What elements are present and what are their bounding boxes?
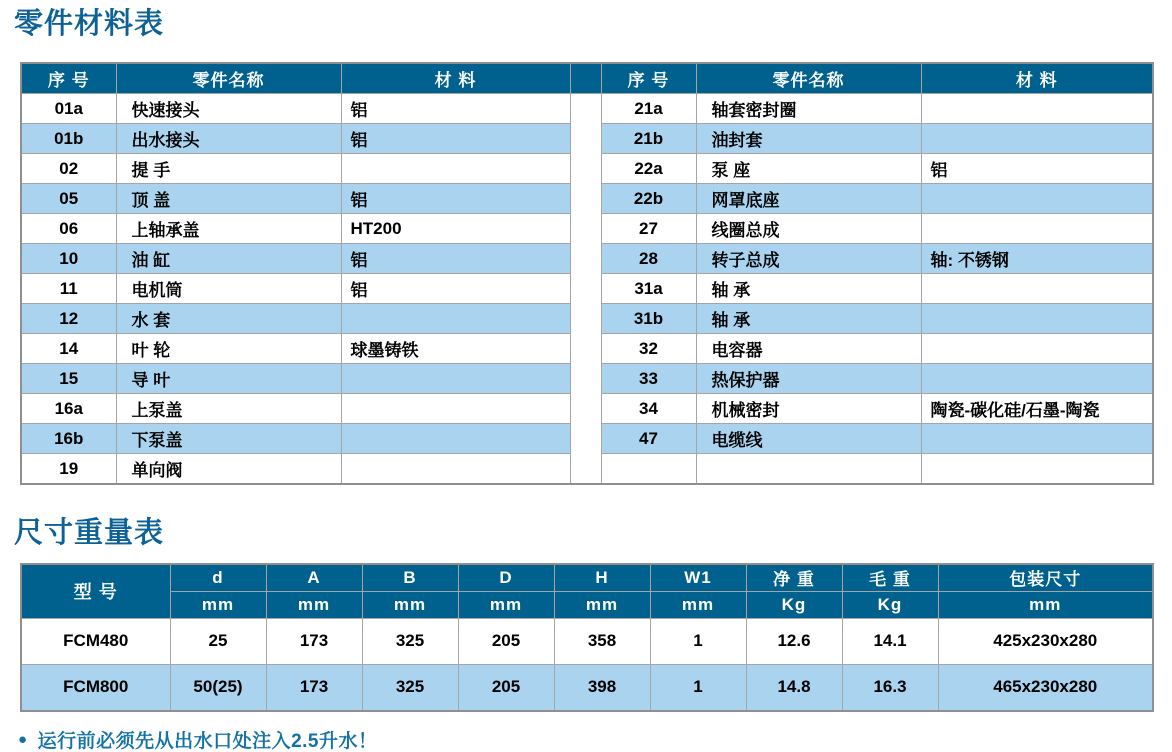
cell-name: 油封套 bbox=[696, 124, 921, 154]
cell-name: 轴 承 bbox=[696, 274, 921, 304]
unit-a: mm bbox=[266, 591, 362, 618]
header-spacer bbox=[570, 63, 601, 94]
cell-dd: 205 bbox=[458, 618, 554, 664]
cell-name bbox=[696, 454, 921, 485]
cell-material bbox=[341, 154, 570, 184]
cell-gross-weight: 16.3 bbox=[842, 664, 938, 711]
cell-name: 泵 座 bbox=[696, 154, 921, 184]
cell-no: 47 bbox=[601, 424, 696, 454]
cell-name: 热保护器 bbox=[696, 364, 921, 394]
cell-no: 01b bbox=[21, 124, 116, 154]
cell-no: 28 bbox=[601, 244, 696, 274]
cell-no: 19 bbox=[21, 454, 116, 485]
header-model: 型 号 bbox=[21, 564, 170, 619]
cell-no: 15 bbox=[21, 364, 116, 394]
cell-name: 水 套 bbox=[116, 304, 341, 334]
cell-material: 铝 bbox=[341, 244, 570, 274]
header-row bbox=[21, 63, 1153, 94]
cell-name: 机械密封 bbox=[696, 394, 921, 424]
cell-a: 173 bbox=[266, 618, 362, 664]
cell-material bbox=[921, 214, 1153, 244]
unit-h: mm bbox=[554, 591, 650, 618]
cell-name: 导 叶 bbox=[116, 364, 341, 394]
cell-material: HT200 bbox=[341, 214, 570, 244]
dimensions-weight-table bbox=[20, 563, 1154, 712]
cell-material bbox=[921, 274, 1153, 304]
spacer-column bbox=[570, 94, 601, 485]
cell-no: 27 bbox=[601, 214, 696, 244]
header-d: d bbox=[170, 564, 266, 592]
cell-no: 33 bbox=[601, 364, 696, 394]
parts-table-header bbox=[21, 63, 1153, 94]
cell-package-size: 465x230x280 bbox=[938, 664, 1153, 711]
cell-no: 02 bbox=[21, 154, 116, 184]
unit-w1: mm bbox=[650, 591, 746, 618]
table-row bbox=[21, 94, 1153, 124]
cell-material bbox=[341, 394, 570, 424]
header-name-left: 零件名称 bbox=[116, 63, 341, 94]
cell-no: 05 bbox=[21, 184, 116, 214]
cell-no: 31b bbox=[601, 304, 696, 334]
cell-material bbox=[921, 124, 1153, 154]
cell-material: 陶瓷-碳化硅/石墨-陶瓷 bbox=[921, 394, 1153, 424]
cell-b: 325 bbox=[362, 618, 458, 664]
cell-name: 转子总成 bbox=[696, 244, 921, 274]
cell-name: 上轴承盖 bbox=[116, 214, 341, 244]
cell-name: 叶 轮 bbox=[116, 334, 341, 364]
cell-h: 398 bbox=[554, 664, 650, 711]
cell-material bbox=[921, 334, 1153, 364]
unit-gross-weight: Kg bbox=[842, 591, 938, 618]
cell-net-weight: 14.8 bbox=[746, 664, 842, 711]
cell-no: 31a bbox=[601, 274, 696, 304]
parts-table-body bbox=[21, 94, 1153, 485]
cell-no: 06 bbox=[21, 214, 116, 244]
cell-no: 01a bbox=[21, 94, 116, 124]
cell-name: 轴套密封圈 bbox=[696, 94, 921, 124]
cell-no: 16b bbox=[21, 424, 116, 454]
cell-name: 油 缸 bbox=[116, 244, 341, 274]
cell-package-size: 425x230x280 bbox=[938, 618, 1153, 664]
cell-d: 50(25) bbox=[170, 664, 266, 711]
cell-material bbox=[921, 304, 1153, 334]
cell-name: 轴 承 bbox=[696, 304, 921, 334]
header-package-size: 包装尺寸 bbox=[938, 564, 1153, 592]
cell-a: 173 bbox=[266, 664, 362, 711]
cell-material: 铝 bbox=[341, 274, 570, 304]
cell-name: 下泵盖 bbox=[116, 424, 341, 454]
cell-w1: 1 bbox=[650, 664, 746, 711]
note-text: 运行前必须先从出水口处注入2.5升水！ bbox=[37, 730, 378, 752]
cell-material bbox=[921, 364, 1153, 394]
unit-package-size: mm bbox=[938, 591, 1153, 618]
header-no-left: 序 号 bbox=[21, 63, 116, 94]
dims-table-body bbox=[21, 618, 1153, 711]
cell-w1: 1 bbox=[650, 618, 746, 664]
unit-net-weight: Kg bbox=[746, 591, 842, 618]
cell-b: 325 bbox=[362, 664, 458, 711]
dimensions-table-title: 尺寸重量表 bbox=[14, 517, 165, 550]
cell-material: 铝 bbox=[341, 94, 570, 124]
cell-model: FCM800 bbox=[21, 664, 170, 711]
cell-name: 提 手 bbox=[116, 154, 341, 184]
cell-no: 22b bbox=[601, 184, 696, 214]
cell-name: 顶 盖 bbox=[116, 184, 341, 214]
cell-material bbox=[921, 184, 1153, 214]
parts-table-title: 零件材料表 bbox=[14, 8, 165, 40]
cell-material bbox=[341, 304, 570, 334]
cell-material: 铝 bbox=[341, 124, 570, 154]
header-h: H bbox=[554, 564, 650, 592]
cell-name: 快速接头 bbox=[116, 94, 341, 124]
cell-name: 线圈总成 bbox=[696, 214, 921, 244]
header-material-left: 材 料 bbox=[341, 63, 570, 94]
table-row bbox=[21, 618, 1153, 664]
cell-material: 球墨铸铁 bbox=[341, 334, 570, 364]
header-name-right: 零件名称 bbox=[696, 63, 921, 94]
header-gross-weight: 毛 重 bbox=[842, 564, 938, 592]
cell-d: 25 bbox=[170, 618, 266, 664]
unit-d: mm bbox=[170, 591, 266, 618]
cell-material bbox=[341, 424, 570, 454]
header-w1: W1 bbox=[650, 564, 746, 592]
cell-no: 10 bbox=[21, 244, 116, 274]
parts-material-table bbox=[20, 62, 1154, 485]
cell-name: 上泵盖 bbox=[116, 394, 341, 424]
cell-material: 铝 bbox=[921, 154, 1153, 184]
header-b: B bbox=[362, 564, 458, 592]
cell-material bbox=[921, 424, 1153, 454]
header-row-units bbox=[21, 591, 1153, 618]
cell-gross-weight: 14.1 bbox=[842, 618, 938, 664]
cell-net-weight: 12.6 bbox=[746, 618, 842, 664]
cell-name: 电容器 bbox=[696, 334, 921, 364]
cell-no: 21a bbox=[601, 94, 696, 124]
cell-material: 铝 bbox=[341, 184, 570, 214]
cell-name: 出水接头 bbox=[116, 124, 341, 154]
cell-h: 358 bbox=[554, 618, 650, 664]
header-a: A bbox=[266, 564, 362, 592]
cell-material bbox=[341, 454, 570, 485]
header-dd: D bbox=[458, 564, 554, 592]
header-no-right: 序 号 bbox=[601, 63, 696, 94]
priming-warning-note bbox=[18, 726, 1172, 752]
cell-name: 网罩底座 bbox=[696, 184, 921, 214]
cell-no: 14 bbox=[21, 334, 116, 364]
dims-table-header bbox=[21, 564, 1153, 619]
unit-dd: mm bbox=[458, 591, 554, 618]
cell-name: 单向阀 bbox=[116, 454, 341, 485]
cell-no: 11 bbox=[21, 274, 116, 304]
cell-material bbox=[921, 94, 1153, 124]
cell-material: 轴: 不锈钢 bbox=[921, 244, 1153, 274]
cell-material bbox=[341, 364, 570, 394]
cell-name: 电机筒 bbox=[116, 274, 341, 304]
cell-dd: 205 bbox=[458, 664, 554, 711]
cell-no: 32 bbox=[601, 334, 696, 364]
cell-no bbox=[601, 454, 696, 485]
cell-no: 21b bbox=[601, 124, 696, 154]
bullet-icon: ● bbox=[18, 730, 28, 748]
header-material-right: 材 料 bbox=[921, 63, 1153, 94]
header-row-labels bbox=[21, 564, 1153, 592]
unit-b: mm bbox=[362, 591, 458, 618]
cell-no: 16a bbox=[21, 394, 116, 424]
cell-name: 电缆线 bbox=[696, 424, 921, 454]
cell-material bbox=[921, 454, 1153, 485]
table-row bbox=[21, 664, 1153, 711]
cell-model: FCM480 bbox=[21, 618, 170, 664]
cell-no: 22a bbox=[601, 154, 696, 184]
header-net-weight: 净 重 bbox=[746, 564, 842, 592]
cell-no: 12 bbox=[21, 304, 116, 334]
cell-no: 34 bbox=[601, 394, 696, 424]
